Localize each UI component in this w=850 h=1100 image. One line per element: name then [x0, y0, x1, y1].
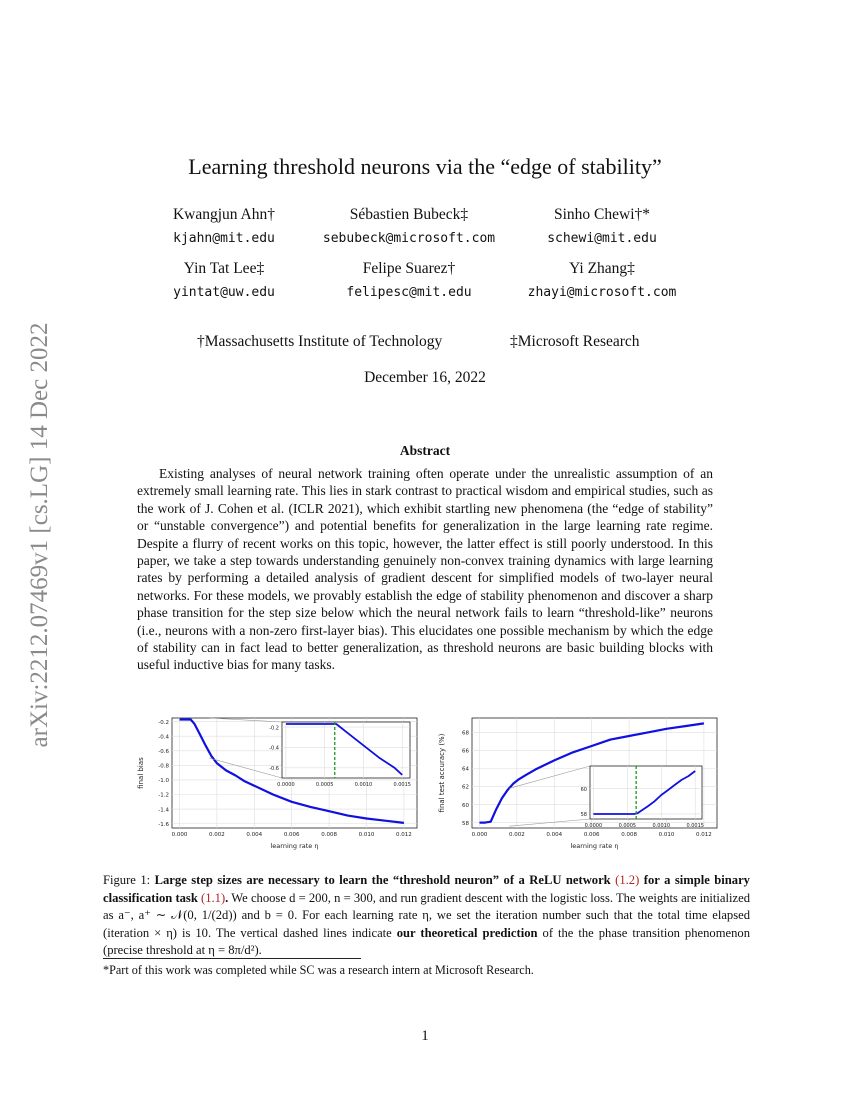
inset-x-tick-label: 0.0000: [584, 823, 603, 829]
inset-x-tick-label: 0.0015: [393, 782, 411, 788]
paper-title: Learning threshold neurons via the “edge of stability”: [188, 154, 662, 179]
inset-y-tick-label: -0.6: [269, 766, 279, 773]
main-y-tick-label: 66: [462, 748, 469, 755]
author-email: yintat@uw.edu: [173, 285, 275, 300]
author-name: Sinho Chewi†*: [553, 206, 651, 223]
inset-x-tick-label: 0.0010: [354, 782, 373, 788]
affiliation-microsoft: ‡Microsoft Research: [510, 333, 640, 350]
main-x-tick-label: 0.004: [546, 832, 563, 838]
author-email: felipesc@mit.edu: [346, 285, 472, 300]
author-2: [299, 206, 519, 246]
abstract-heading: Abstract: [399, 443, 451, 458]
paper-date: December 16, 2022: [364, 369, 486, 386]
main-y-tick-label: 68: [462, 730, 469, 737]
caption-ref-1[interactable]: (1.2): [615, 873, 640, 887]
x-axis-label: learning rate η: [270, 842, 319, 850]
main-y-tick-label: -1.2: [158, 792, 169, 799]
main-x-tick-label: 0.012: [696, 832, 712, 838]
inset-x-tick-label: 0.0005: [618, 823, 637, 829]
author-email: schewi@mit.edu: [547, 231, 657, 246]
main-x-tick-label: 0.010: [358, 832, 375, 838]
arxiv-sidebar: [18, 290, 62, 780]
figure-final-bias: [130, 710, 420, 860]
main-y-tick-label: -0.8: [158, 763, 169, 770]
author-name: Felipe Suarez†: [362, 260, 456, 277]
inset-y-tick-label: 60: [580, 786, 587, 793]
main-x-tick-label: 0.010: [658, 832, 675, 838]
inset-plot-area: [282, 722, 410, 778]
main-y-tick-label: 62: [462, 784, 469, 791]
main-x-tick-label: 0.008: [321, 832, 337, 838]
main-x-tick-label: 0.002: [209, 832, 225, 838]
main-y-tick-label: 64: [462, 766, 469, 773]
author-name: Yin Tat Lee‡: [183, 260, 265, 277]
main-x-tick-label: 0.000: [471, 832, 488, 838]
inset-y-tick-label: 58: [580, 812, 587, 819]
author-5: [299, 260, 519, 300]
x-axis-label: learning rate η: [570, 842, 619, 850]
main-x-tick-label: 0.006: [583, 832, 600, 838]
caption-text-1: We choose d = 200, n = 300, and run gradient descent with the logistic loss. The weights are initialized as a⁻, a⁺ ∼ 𝒩(0, 1/(2d)) and b = 0. For each learning rate η, we set the iteration number such that the total time elapsed (iteration × η) is 10. The vertical dashed lines indicate: [103, 890, 750, 940]
figure-final-test-accuracy: [430, 710, 720, 860]
inset-y-tick-label: -0.2: [269, 725, 279, 732]
author-email: zhayi@microsoft.com: [527, 285, 677, 300]
main-x-tick-label: 0.012: [396, 832, 412, 838]
abstract-text: Existing analyses of neural network training often operate under the unrealistic assumption of an extremely small learning rate. This lies in stark contrast to practical wisdom and empirical studies, such as the work of J. Cohen et al. (ICLR 2021), which exhibit startling new phenomena (the “edge of stability” or “unstable convergence”) and potential benefits for generalization in the large learning rate regime. Despite a flurry of recent works on this topic, however, the latter effect is still poorly understood. In this paper, we take a step towards understanding genuinely non-convex training dynamics with large learning rates by performing a detailed analysis of gradient descent for simplified models of two-layer neural networks. For these models, we provably establish the edge of stability phenomenon and discover a sharp phase transition for the step size below which the neural network fails to learn “threshold-like” neurons (i.e., neurons with a non-zero first-layer bias). This elucidates one possible mechanism by which the edge of stability can in fact lead to better generalization, as threshold neurons are basic building blocks with useful inductive bias for many tasks.: [137, 466, 713, 673]
author-name: Yi Zhang‡: [569, 260, 635, 277]
main-y-tick-label: 60: [462, 802, 469, 809]
caption-label: Figure 1:: [103, 873, 151, 887]
main-x-tick-label: 0.000: [171, 832, 188, 838]
main-y-tick-label: 58: [462, 820, 469, 827]
main-y-tick-label: -1.4: [158, 807, 169, 814]
author-email: kjahn@mit.edu: [173, 231, 275, 246]
main-y-tick-label: -0.6: [158, 748, 169, 755]
main-x-tick-label: 0.004: [246, 832, 263, 838]
y-axis-label: final bias: [137, 757, 145, 789]
caption-bold-3: our theoretical prediction: [396, 925, 538, 940]
author-3: [492, 206, 712, 246]
main-y-tick-label: -1.0: [158, 778, 169, 785]
caption-ref-2[interactable]: (1.1): [201, 890, 226, 905]
main-y-tick-label: -0.4: [158, 734, 169, 741]
page-number: 1: [421, 1028, 429, 1044]
author-6: [492, 260, 712, 300]
main-y-tick-label: -0.2: [158, 719, 169, 726]
author-name: Sébastien Bubeck‡: [349, 206, 469, 223]
caption-text-2: of the the phase transition phenomenon (precise threshold at η = 8π/d²).: [103, 925, 750, 958]
inset-plot-area: [590, 766, 702, 819]
author-name: Kwangjun Ahn†: [172, 206, 276, 223]
figure-caption: [103, 872, 750, 960]
main-x-tick-label: 0.008: [621, 832, 637, 838]
inset-y-tick-label: -0.4: [269, 745, 279, 752]
main-x-tick-label: 0.006: [283, 832, 300, 838]
main-y-tick-label: -1.6: [158, 821, 169, 828]
footnote-rule: [103, 958, 361, 959]
inset-x-tick-label: 0.0010: [652, 823, 671, 829]
inset-x-tick-label: 0.0005: [315, 782, 334, 788]
y-axis-label: final test accuracy (%): [438, 733, 446, 813]
affiliation-mit: †Massachusetts Institute of Technology: [197, 333, 443, 350]
caption-bold-2: for a simple binary classification task: [103, 873, 750, 905]
main-x-tick-label: 0.002: [509, 832, 525, 838]
arxiv-id: arXiv:2212.07469v1 [cs.LG] 14 Dec 2022: [26, 322, 53, 748]
inset-x-tick-label: 0.0000: [277, 782, 295, 788]
caption-period: .: [225, 890, 229, 905]
inset-x-tick-label: 0.0015: [686, 823, 704, 829]
caption-bold-1: Large step sizes are necessary to learn the “threshold neuron” of a ReLU network: [154, 873, 611, 887]
author-email: sebubeck@microsoft.com: [322, 231, 496, 246]
footnote: *Part of this work was completed while SC was a research intern at Microsoft Research.: [103, 963, 534, 977]
